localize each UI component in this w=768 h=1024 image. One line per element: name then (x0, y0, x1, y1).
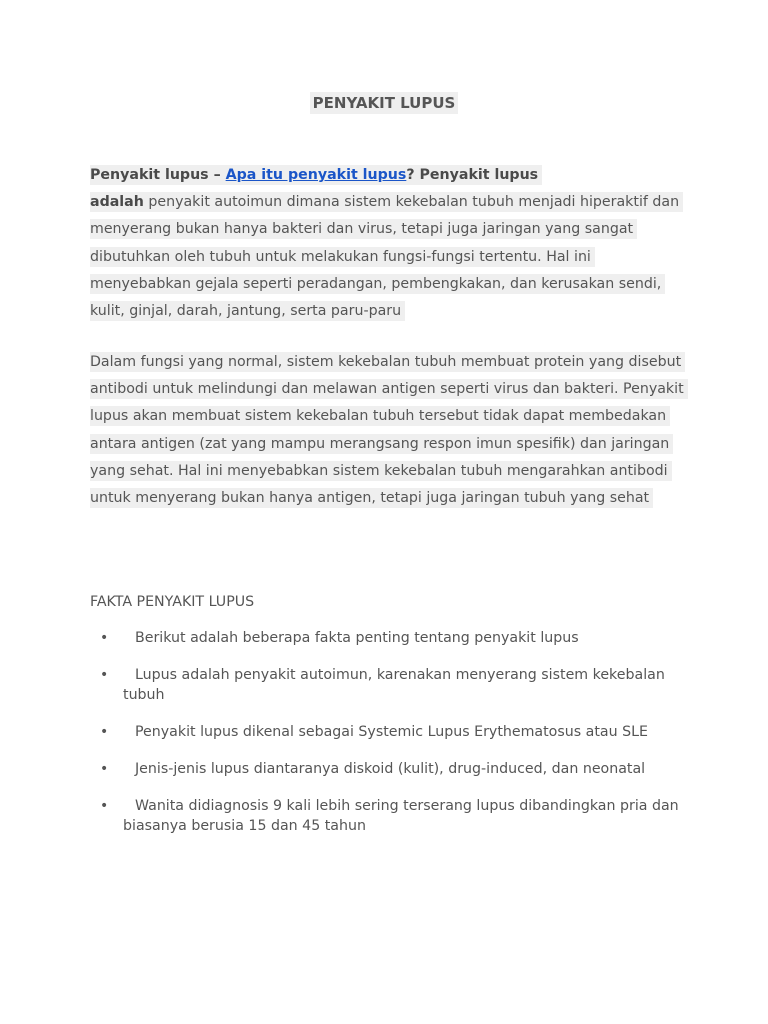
fact-text: Jenis-jenis lupus diantaranya diskoid (kulit), drug-induced, dan neonatal (135, 761, 646, 777)
bullet-icon: • (100, 761, 109, 777)
bullet-icon: • (100, 724, 109, 740)
section-heading: FAKTA PENYAKIT LUPUS (90, 594, 255, 610)
intro-text (90, 165, 683, 321)
list-item (90, 665, 690, 705)
list-item (90, 759, 690, 779)
page-title: PENYAKIT LUPUS (310, 92, 459, 114)
intro-paragraph (90, 162, 690, 325)
fact-text: Penyakit lupus dikenal sebagai Systemic Lupus Erythematosus atau SLE (135, 724, 648, 740)
fact-text: Berikut adalah beberapa fakta penting tentang penyakit lupus (135, 630, 579, 646)
intro-after-link: ? Penyakit lupus (406, 167, 539, 183)
what-is-lupus-link[interactable]: Apa itu penyakit lupus (225, 167, 407, 183)
intro-lead: Penyakit lupus – (90, 167, 226, 183)
fact-text: Lupus adalah penyakit autoimun, karenakan menyerang sistem kekebalan tubuh (123, 667, 665, 703)
intro-body: penyakit autoimun dimana sistem kekebalan tubuh menjadi hiperaktif dan menyerang bukan hanya bakteri dan virus, tetapi juga jaringan yang sangat dibutuhkan oleh tubuh untuk melakukan fungsi-fungsi tertentu. Hal ini menyebabkan gejala seperti peradangan, pembengkakan, dan kerusakan sendi, kulit, ginjal, darah, jantung, serta paru-paru (90, 194, 680, 320)
bullet-icon: • (100, 798, 109, 814)
bullet-icon: • (100, 667, 109, 683)
list-item (90, 796, 690, 836)
title-container (0, 92, 768, 114)
second-paragraph (90, 349, 690, 512)
fact-text: Wanita didiagnosis 9 kali lebih sering terserang lupus dibandingkan pria dan biasanya berusia 15 dan 45 tahun (123, 798, 679, 834)
bullet-icon: • (100, 630, 109, 646)
list-item (90, 628, 690, 648)
list-item (90, 722, 690, 742)
intro-adalah: adalah (90, 194, 144, 211)
second-paragraph-text: Dalam fungsi yang normal, sistem kekebalan tubuh membuat protein yang disebut antibodi untuk melindungi dan melawan antigen seperti virus dan bakteri. Penyakit lupus akan membuat sistem kekebalan tubuh tersebut tidak dapat membedakan antara antigen (zat yang mampu merangsang respon imun spesifik) dan jaringan yang sehat. Hal ini menyebabkan sistem kekebalan tubuh mengarahkan antibodi untuk menyerang bukan hanya antigen, tetapi juga jaringan tubuh yang sehat (90, 352, 688, 508)
facts-list (90, 628, 690, 853)
